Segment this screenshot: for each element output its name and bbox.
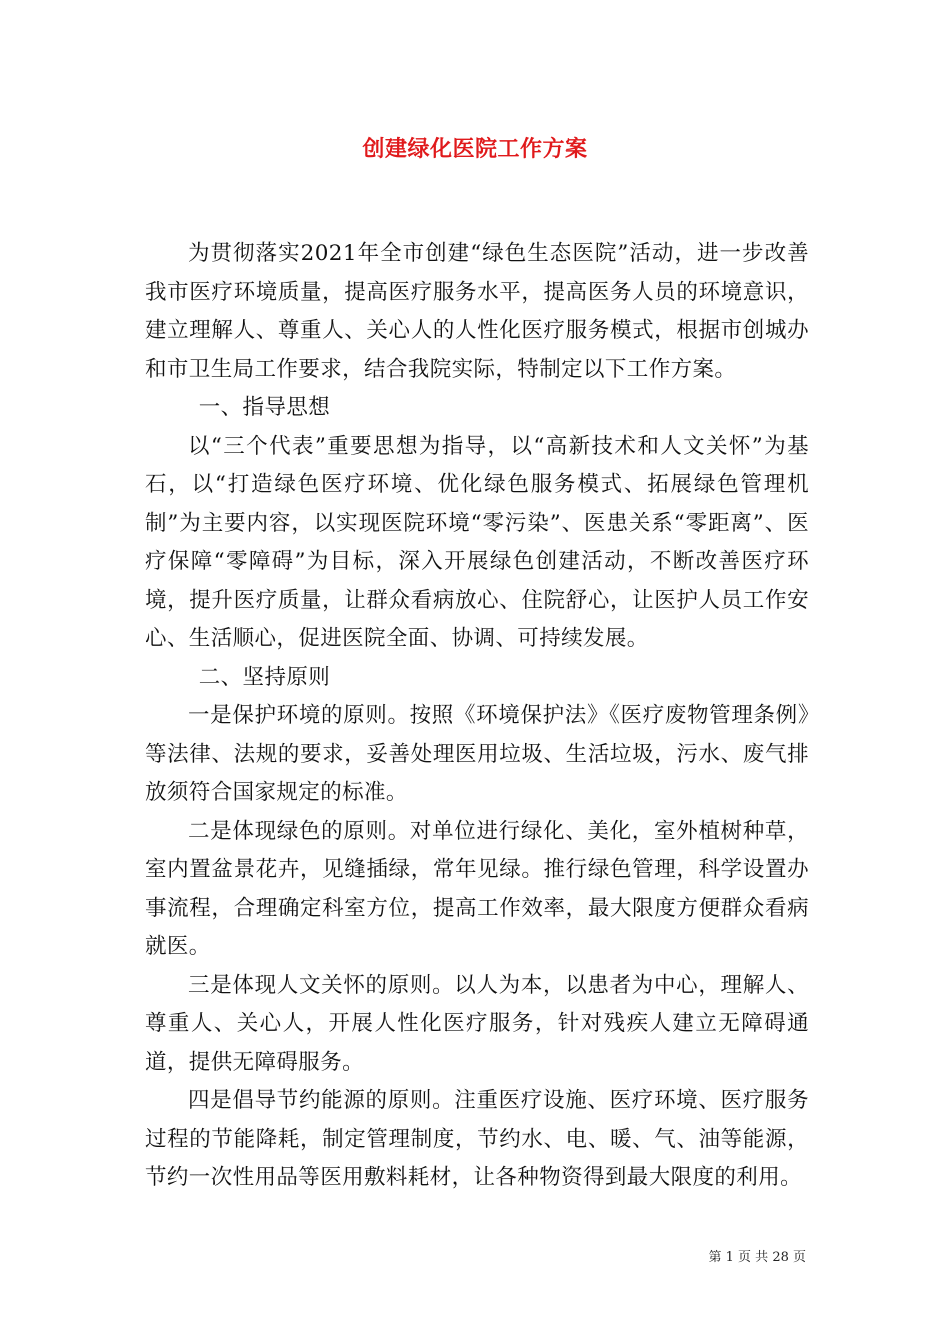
principle-humanistic-paragraph: 三是体现人文关怀的原则。以人为本，以患者为中心，理解人、尊重人、关心人，开展人性化医疗服务，针对残疾人建立无障碍通道，提供无障碍服务。 bbox=[145, 972, 809, 1075]
document-title: 创建绿化医院工作方案 bbox=[362, 136, 588, 162]
section-heading-principles: 二、坚持原则 bbox=[198, 664, 331, 690]
section-heading-guiding-ideology: 一、指导思想 bbox=[198, 395, 331, 420]
principle-environment-paragraph: 一是保护环境的原则。按照《环境保护法》《医疗废物管理条例》等法律、法规的要求，妥善处理医用垃圾、生活垃圾，污水、废气排放须符合国家规定的标准。 bbox=[145, 703, 809, 805]
guiding-ideology-paragraph: 以“三个代表”重要思想为指导，以“高新技术和人文关怀”为基石，以“打造绿色医疗环境、优化绿色服务模式、拓展绿色管理机制”为主要内容，以实现医院环境“零污染”、医患关系“零距离”、医疗保障“零障碍”为目标，深入开展绿色创建活动，不断改善医疗环境，提升医疗质量，让群众看病放心、住院舒心，让医护人员工作安心、生活顺心，促进医院全面、协调、可持续发展。 bbox=[145, 433, 809, 651]
principle-green-paragraph: 二是体现绿色的原则。对单位进行绿化、美化，室外植树种草，室内置盆景花卉，见缝插绿，常年见绿。推行绿色管理，科学设置办事流程，合理确定科室方位，提高工作效率，最大限度方便群众看病就医。 bbox=[145, 818, 809, 959]
principle-energy-paragraph: 四是倡导节约能源的原则。注重医疗设施、医疗环境、医疗服务过程的节能降耗，制定管理制度，节约水、电、暖、气、油等能源，节约一次性用品等医用敷料耗材，让各种物资得到最大限度的利用。 bbox=[145, 1088, 809, 1190]
document-body bbox=[145, 235, 809, 1198]
intro-paragraph: 为贯彻落实2021年全市创建“绿色生态医院”活动，进一步改善我市医疗环境质量，提高医疗服务水平，提高医务人员的环境意识，建立理解人、尊重人、关心人的人性化医疗服务模式，根据市创城办和市卫生局工作要求，结合我院实际，特制定以下工作方案。 bbox=[145, 241, 809, 382]
page-number-footer: 第 1 页 共 28 页 bbox=[708, 1250, 806, 1265]
